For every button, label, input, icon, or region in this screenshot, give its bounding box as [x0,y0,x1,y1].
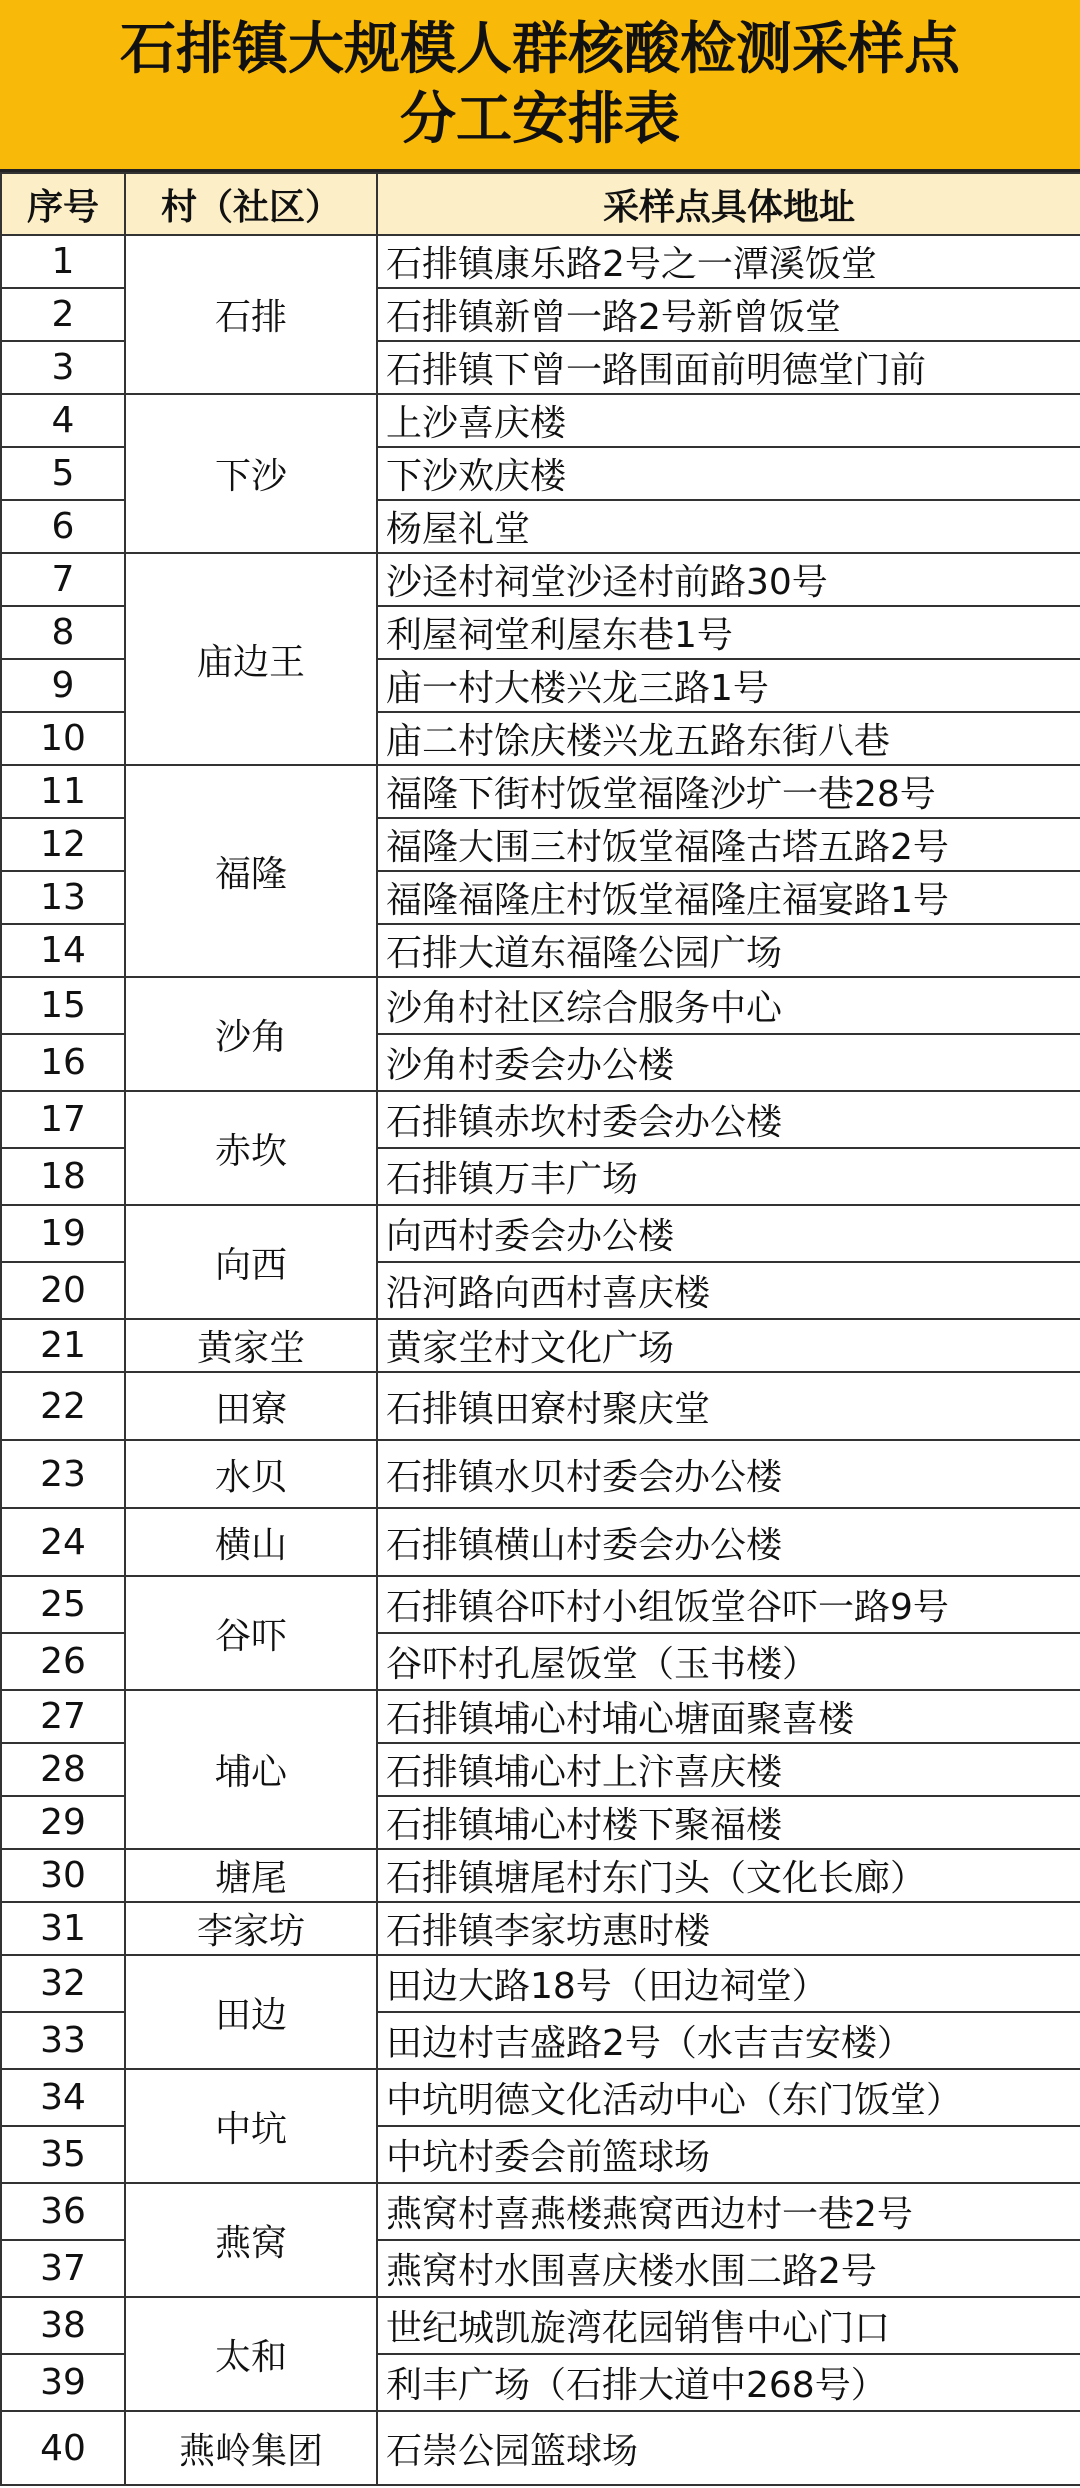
table-row [1,1440,1080,1508]
table-row [1,977,1080,1034]
row-index: 1 [1,235,125,288]
site-address: 庙一村大楼兴龙三路1号 [377,659,1080,712]
row-index: 30 [1,1849,125,1902]
village-name: 燕岭集团 [125,2411,377,2485]
site-address: 田边大路18号（田边祠堂） [377,1955,1080,2012]
row-index: 39 [1,2354,125,2411]
site-address: 石崇公园篮球场 [377,2411,1080,2485]
table-row [1,1372,1080,1440]
village-name: 燕窝 [125,2183,377,2297]
row-index: 38 [1,2297,125,2354]
row-index: 12 [1,818,125,871]
table-row [1,553,1080,606]
table-header-row [1,173,1080,235]
row-index: 25 [1,1576,125,1633]
village-name: 沙角 [125,977,377,1091]
site-address: 世纪城凯旋湾花园销售中心门口 [377,2297,1080,2354]
table-row [1,2297,1080,2354]
site-address: 石排镇埔心村埔心塘面聚喜楼 [377,1690,1080,1743]
site-address: 谷吓村孔屋饭堂（玉书楼） [377,1633,1080,1690]
row-index: 29 [1,1796,125,1849]
table-row [1,2411,1080,2485]
site-address: 石排镇康乐路2号之一潭溪饭堂 [377,235,1080,288]
row-index: 35 [1,2126,125,2183]
table-row [1,765,1080,818]
table-row [1,1902,1080,1955]
table-row [1,1205,1080,1262]
sampling-sites-table [0,172,1080,2486]
row-index: 18 [1,1148,125,1205]
page-title [0,0,1080,172]
site-address: 石排镇新曾一路2号新曾饭堂 [377,288,1080,341]
row-index: 11 [1,765,125,818]
site-address: 石排镇埔心村楼下聚福楼 [377,1796,1080,1849]
row-index: 40 [1,2411,125,2485]
village-name: 田边 [125,1955,377,2069]
site-address: 福隆大围三村饭堂福隆古塔五路2号 [377,818,1080,871]
title-line-1: 石排镇大规模人群核酸检测采样点 [120,16,960,82]
table-row [1,394,1080,447]
row-index: 24 [1,1508,125,1576]
site-address: 石排镇下曾一路围面前明德堂门前 [377,341,1080,394]
site-address: 上沙喜庆楼 [377,394,1080,447]
site-address: 沙角村委会办公楼 [377,1034,1080,1091]
site-address: 福隆下街村饭堂福隆沙圹一巷28号 [377,765,1080,818]
row-index: 37 [1,2240,125,2297]
site-address: 利丰广场（石排大道中268号） [377,2354,1080,2411]
row-index: 27 [1,1690,125,1743]
row-index: 2 [1,288,125,341]
village-name: 中坑 [125,2069,377,2183]
row-index: 21 [1,1319,125,1372]
site-address: 石排镇横山村委会办公楼 [377,1508,1080,1576]
row-index: 13 [1,871,125,924]
village-name: 庙边王 [125,553,377,765]
village-name: 下沙 [125,394,377,553]
site-address: 向西村委会办公楼 [377,1205,1080,1262]
row-index: 4 [1,394,125,447]
village-name: 谷吓 [125,1576,377,1690]
site-address: 石排镇赤坎村委会办公楼 [377,1091,1080,1148]
site-address: 中坑明德文化活动中心（东门饭堂） [377,2069,1080,2126]
village-name: 李家坊 [125,1902,377,1955]
village-name: 塘尾 [125,1849,377,1902]
site-address: 黄家坣村文化广场 [377,1319,1080,1372]
row-index: 26 [1,1633,125,1690]
table-row [1,235,1080,288]
village-name: 向西 [125,1205,377,1319]
site-address: 庙二村馀庆楼兴龙五路东街八巷 [377,712,1080,765]
site-address: 下沙欢庆楼 [377,447,1080,500]
row-index: 23 [1,1440,125,1508]
table-row [1,1849,1080,1902]
row-index: 8 [1,606,125,659]
site-address: 石排镇谷吓村小组饭堂谷吓一路9号 [377,1576,1080,1633]
row-index: 20 [1,1262,125,1319]
row-index: 15 [1,977,125,1034]
table-row [1,2183,1080,2240]
row-index: 6 [1,500,125,553]
site-address: 杨屋礼堂 [377,500,1080,553]
table-row [1,1508,1080,1576]
site-address: 福隆福隆庄村饭堂福隆庄福宴路1号 [377,871,1080,924]
row-index: 17 [1,1091,125,1148]
header-village: 村（社区） [125,173,377,235]
site-address: 石排镇埔心村上汴喜庆楼 [377,1743,1080,1796]
site-address: 沿河路向西村喜庆楼 [377,1262,1080,1319]
site-address: 燕窝村水围喜庆楼水围二路2号 [377,2240,1080,2297]
table-row [1,2069,1080,2126]
row-index: 33 [1,2012,125,2069]
site-address: 石排镇李家坊惠时楼 [377,1902,1080,1955]
site-address: 石排大道东福隆公园广场 [377,924,1080,977]
table-row [1,1690,1080,1743]
village-name: 田寮 [125,1372,377,1440]
row-index: 9 [1,659,125,712]
village-name: 石排 [125,235,377,394]
row-index: 32 [1,1955,125,2012]
village-name: 黄家坣 [125,1319,377,1372]
site-address: 石排镇田寮村聚庆堂 [377,1372,1080,1440]
table-row [1,1576,1080,1633]
village-name: 赤坎 [125,1091,377,1205]
row-index: 36 [1,2183,125,2240]
row-index: 7 [1,553,125,606]
site-address: 石排镇万丰广场 [377,1148,1080,1205]
table-row [1,1955,1080,2012]
row-index: 22 [1,1372,125,1440]
table-body [1,235,1080,2485]
village-name: 埔心 [125,1690,377,1849]
site-address: 石排镇水贝村委会办公楼 [377,1440,1080,1508]
village-name: 横山 [125,1508,377,1576]
site-address: 田边村吉盛路2号（水吉吉安楼） [377,2012,1080,2069]
title-line-2: 分工安排表 [400,86,680,152]
row-index: 10 [1,712,125,765]
row-index: 16 [1,1034,125,1091]
village-name: 福隆 [125,765,377,977]
site-address: 沙迳村祠堂沙迳村前路30号 [377,553,1080,606]
row-index: 19 [1,1205,125,1262]
site-address: 石排镇塘尾村东门头（文化长廊） [377,1849,1080,1902]
header-address: 采样点具体地址 [377,173,1080,235]
header-index: 序号 [1,173,125,235]
row-index: 28 [1,1743,125,1796]
table-row [1,1091,1080,1148]
site-address: 利屋祠堂利屋东巷1号 [377,606,1080,659]
row-index: 3 [1,341,125,394]
table-row [1,1319,1080,1372]
row-index: 5 [1,447,125,500]
village-name: 太和 [125,2297,377,2411]
site-address: 沙角村社区综合服务中心 [377,977,1080,1034]
row-index: 34 [1,2069,125,2126]
village-name: 水贝 [125,1440,377,1508]
row-index: 14 [1,924,125,977]
row-index: 31 [1,1902,125,1955]
site-address: 燕窝村喜燕楼燕窝西边村一巷2号 [377,2183,1080,2240]
site-address: 中坑村委会前篮球场 [377,2126,1080,2183]
